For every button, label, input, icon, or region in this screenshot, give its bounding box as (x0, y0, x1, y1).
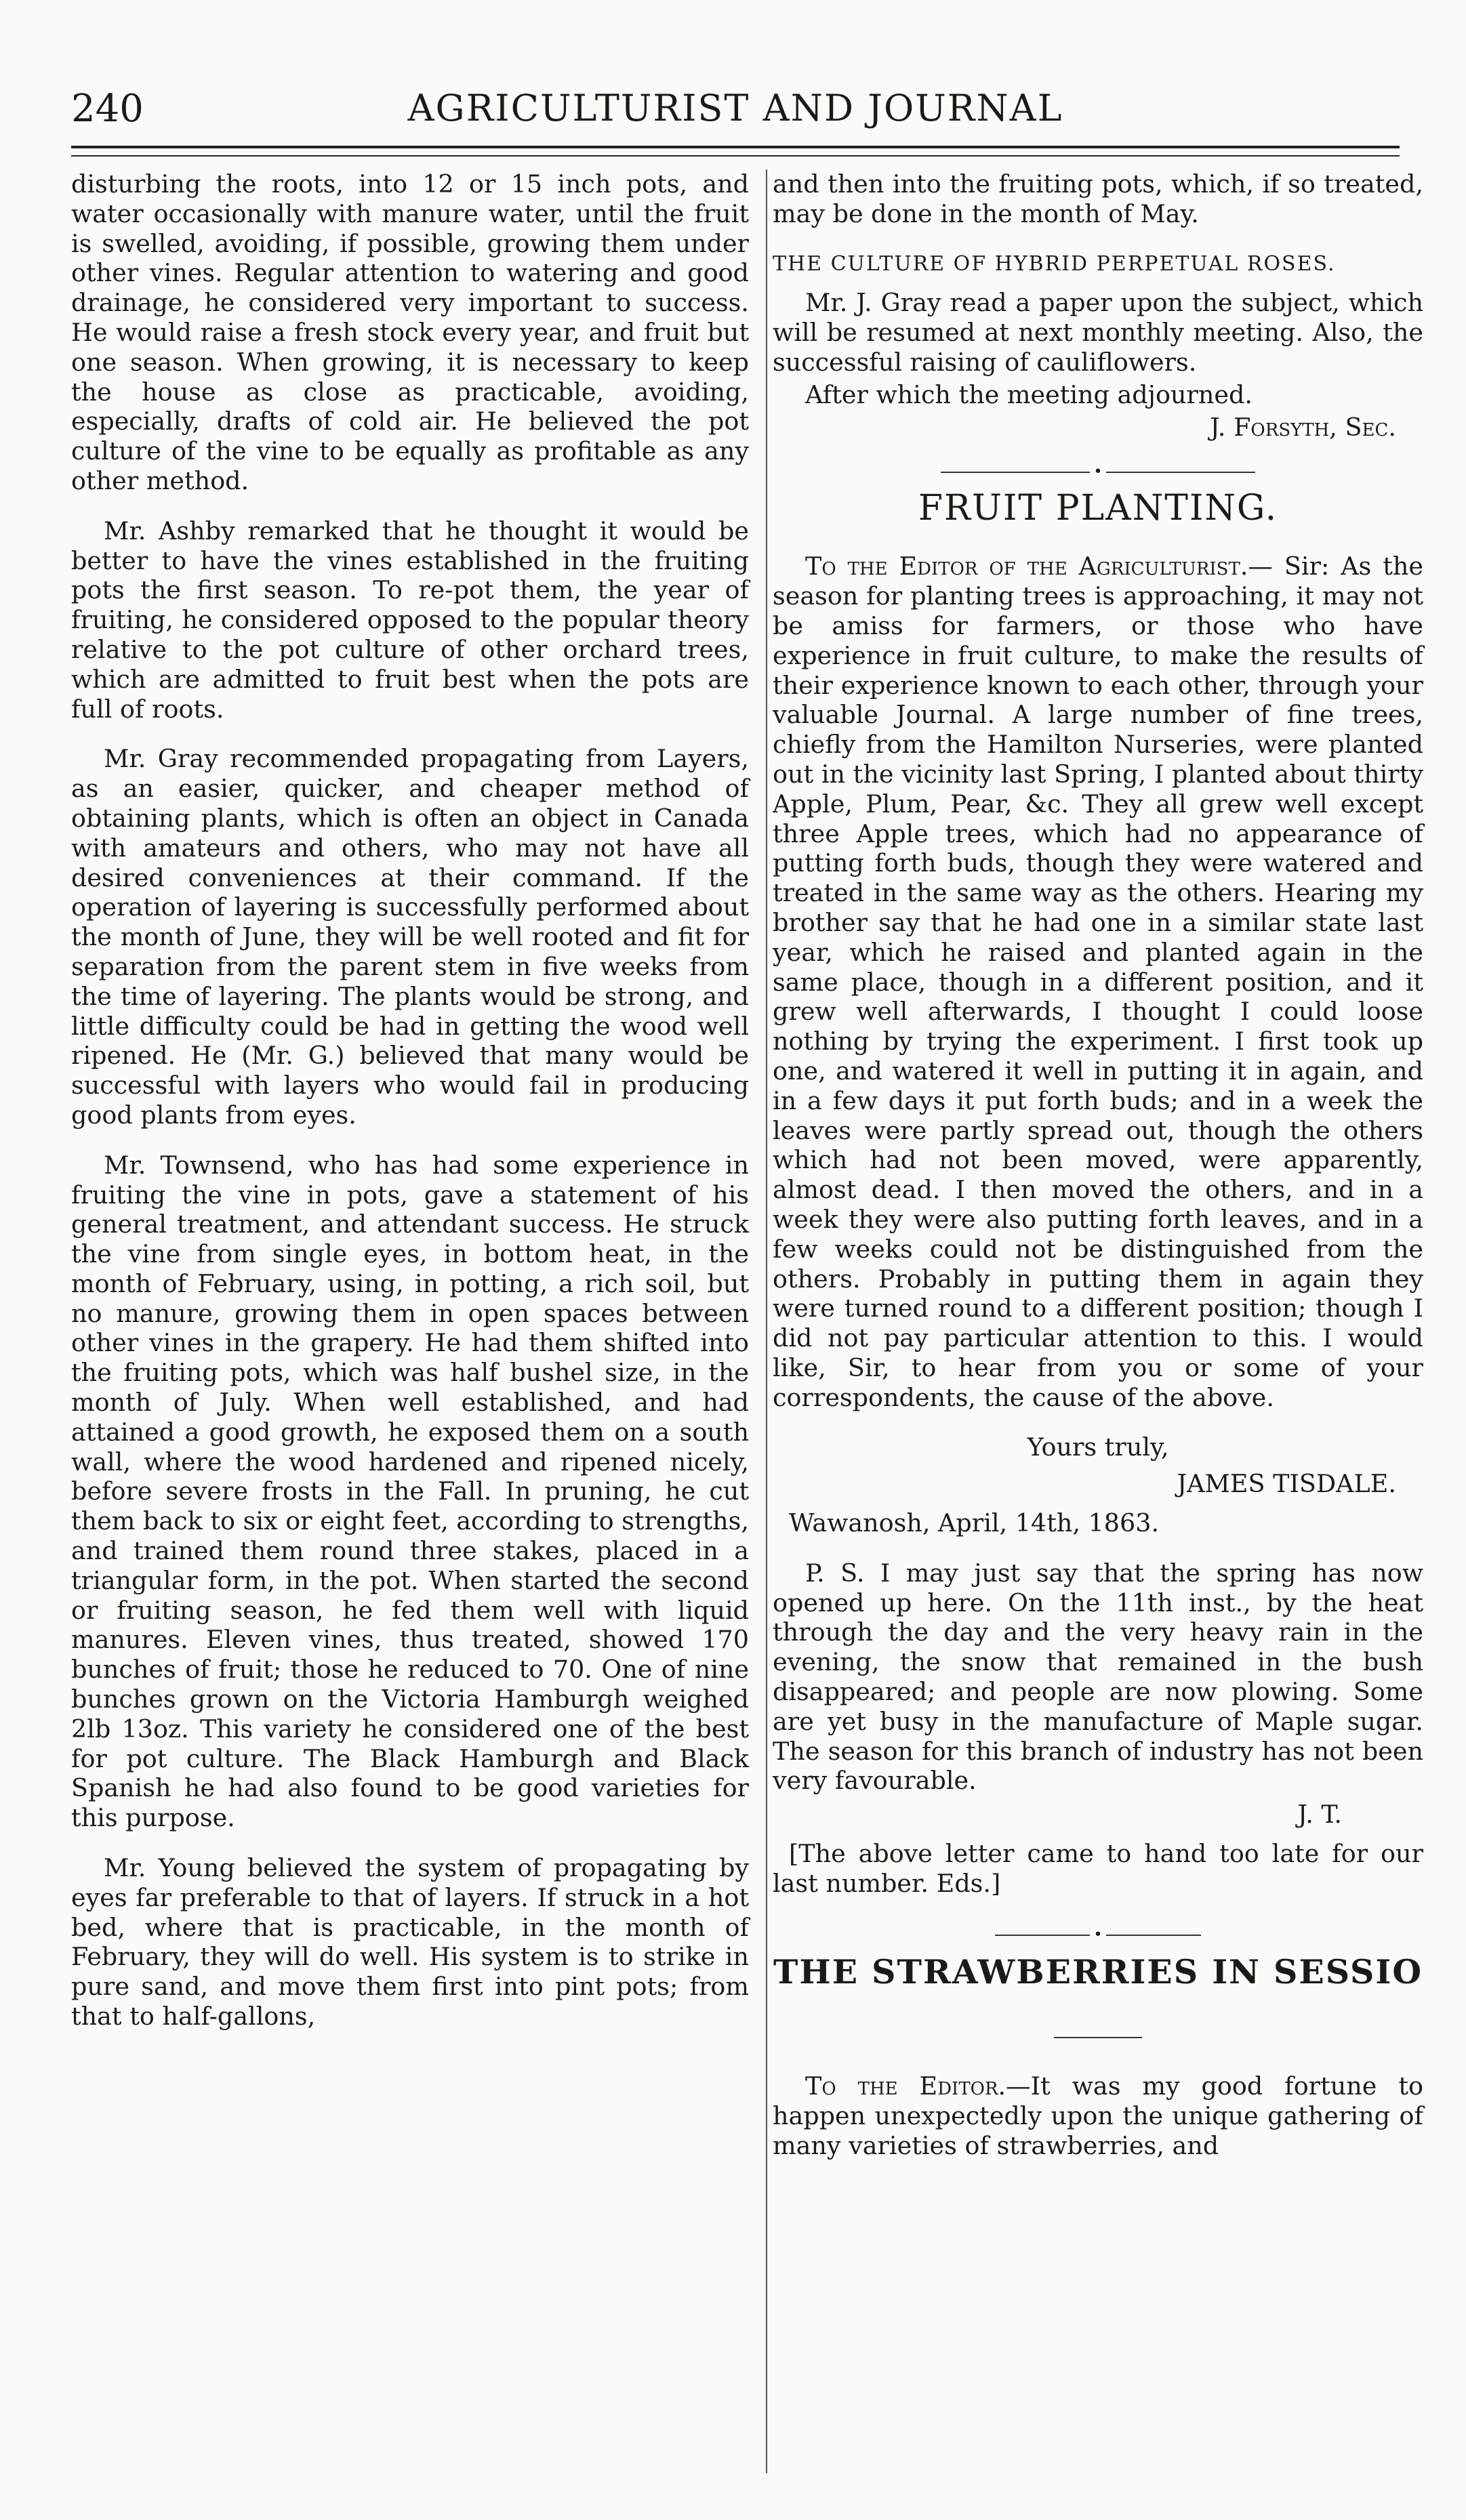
paragraph: disturbing the roots, into 12 or 15 inch pots, and water occasionally with manure water, until the fruit is swelled, avoiding, if possible, growing them under other vines. Regular attention to watering and good drainage, he considered very important to success. He would raise a fresh stock every year, and fruit but one season. When growing, it is necessary to keep the house as close as practicable, avoiding, especially, drafts of cold air. He believed the pot culture of the vine to be equally as profitable as any other method. (71, 169, 749, 495)
letter-author: JAMES TISDALE. (1177, 1469, 1396, 1499)
letter-paragraph (773, 2071, 1423, 2160)
header-rule (71, 146, 1400, 157)
running-title: AGRICULTURIST AND JOURNAL (407, 87, 1063, 129)
letter-body: —It was my good fortune to happen unexpectedly upon the unique gathering of many varieties of strawberries, and (773, 2071, 1423, 2161)
paragraph: Mr. Townsend, who has had some experience in fruiting the vine in pots, gave a statement of his general treatment, and attendant success. He struck the vine from single eyes, in bottom heat, in the month of February, using, in potting, a rich soil, but no manure, growing them in open spaces between other vines in the grapery. He had them shifted into the fruiting pots, which was half bushel size, in the month of July. When well established, and had attained a good growth, he exposed them on a south wall, where the wood hardened and ripened nicely, before severe frosts in the Fall. In pruning, he cut them back to six or eight feet, according to strengths, and trained them round three stakes, placed in a triangular form, in the pot. When started the second or fruiting season, he fed them well with liquid manures. Eleven vines, thus treated, showed 170 bunches of fruit; those he reduced to 70. One of nine bunches grown on the Victoria Hamburgh weighed 2lb 13oz. This variety he considered one of the best for pot culture. The Black Hamburgh and Black Spanish he had also found to be good varieties for this purpose. (71, 1150, 749, 1833)
column-divider (766, 169, 767, 2473)
paragraph: Mr. J. Gray read a paper upon the subject, which will be resumed at next monthly meeting. Also, the successful raising of cauliflowers. (773, 288, 1423, 377)
section-title-fruit-planting: FRUIT PLANTING. (918, 488, 1278, 529)
right-column (773, 169, 1423, 2181)
title-underline (773, 2015, 1423, 2045)
letter-salutation: To the Editor of the Agriculturist. (805, 552, 1248, 581)
section-title-strawberries: THE STRAWBERRIES IN SESSIO (773, 1951, 1423, 1991)
postscript: P. S. I may just say that the spring has now opened up here. On the 11th inst., by the heat through the day and the very heavy rain in the evening, the snow that remained in the bush disappeared; and people are now plowing. Some are yet busy in the manufacture of Maple sugar. The season for this branch of industry has not been very favourable. (773, 1558, 1423, 1796)
letter-body: — Sir: As the season for planting trees is approaching, it may not be amiss for farmers, or those who have experience in fruit culture, to make the results of their experience known to each other, through your valuable Journal. A large number of fine trees, chiefly from the Hamilton Nurseries, were planted out in the vicinity last Spring, I planted about thirty Apple, Plum, Pear, &c. They all grew well except three Apple trees, which had no appearance of putting forth buds, though they were watered and treated in the same way as the others. Hearing my brother say that he had one in a similar state last year, which he raised and planted again in the same place, though in a different position, and it grew well afterwards, I thought I could loose nothing by trying the experiment. I first took up one, and watered it well in putting it in again, and in a few days it put forth buds; and in a week the leaves were partly spread out, though the others which had not been moved, were apparently, almost dead. I then moved the others, and in a week they were also putting forth leaves, and in a few weeks could not be distinguished from the others. Probably in putting them in again they were turned round to a different position; though I did not pay particular attention to this. I would like, Sir, to hear from you or some of your correspondents, the cause of the above. (773, 552, 1423, 1412)
letter-paragraph (773, 552, 1423, 1412)
page-header (71, 81, 1400, 142)
subheading: THE CULTURE OF HYBRID PERPETUAL ROSES. (773, 251, 1336, 276)
letter-salutation: To the Editor. (805, 2071, 1006, 2101)
section-divider: • (773, 1919, 1423, 1933)
postscript-initials: J. T. (1297, 1800, 1342, 1830)
page-number: 240 (71, 87, 144, 131)
paragraph: Mr. Ashby remarked that he thought it would be better to have the vines established in the fruiting pots the first season. To re-pot them, the year of fruiting, he considered opposed to the popular theory relative to the pot culture of other orchard trees, which are admitted to fruit best when the pots are full of roots. (71, 516, 749, 724)
letter-closing: Yours truly, (1027, 1432, 1169, 1462)
paragraph: After which the meeting adjourned. (805, 379, 1253, 409)
paragraph: and then into the fruiting pots, which, if so treated, may be done in the month of May. (773, 169, 1423, 228)
editor-note: [The above letter came to hand too late for our last number. Eds.] (773, 1839, 1423, 1898)
paragraph: Mr. Young believed the system of propagating by eyes far preferable to that of layers. If struck in a hot bed, where that is practicable, in the month of February, they will do well. His system is to strike in pure sand, and move them first into pint pots; from that to half-gallons, (71, 1853, 749, 2031)
dateline: Wawanosh, April, 14th, 1863. (789, 1508, 1160, 1538)
paragraph: Mr. Gray recommended propagating from Layers, as an easier, quicker, and cheaper method of obtaining plants, which is often an object in Canada with amateurs and others, who may not have all desired conveniences at their command. If the operation of layering is successfully performed about the month of June, they will be well rooted and fit for separation from the parent stem in five weeks from the time of layering. The plants would be strong, and little difficulty could be had in getting the wood well ripened. He (Mr. G.) believed that many would be successful with layers who would fail in producing good plants from eyes. (71, 744, 749, 1130)
section-divider: • (773, 455, 1423, 469)
signature: J. Forsyth, Sec. (1210, 412, 1396, 442)
left-column (71, 169, 749, 2052)
